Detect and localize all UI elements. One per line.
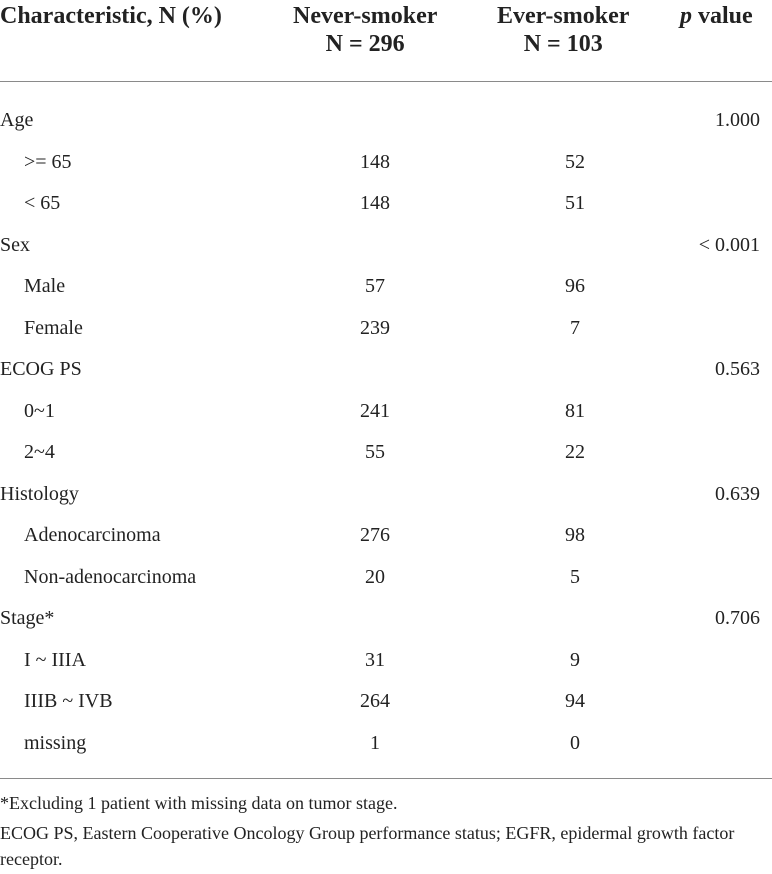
table-row <box>0 349 772 390</box>
cell-never-smoker: 31 <box>365 648 385 671</box>
table-row <box>0 432 772 473</box>
table-row <box>0 557 772 598</box>
table-row <box>0 474 772 515</box>
header-ever-smoker <box>497 2 629 58</box>
header-characteristic: Characteristic, N (%) <box>0 3 222 29</box>
cell-ever-smoker: 96 <box>565 275 585 297</box>
cell-p-value: 1.000 <box>715 109 760 131</box>
cell-never-smoker: 57 <box>365 275 385 297</box>
header-ever-smoker-title: Ever-smoker <box>497 3 630 29</box>
cell-ever-smoker: 22 <box>565 441 585 463</box>
table-row <box>0 100 772 141</box>
row-label: Sex <box>0 233 30 256</box>
row-label: Age <box>0 109 34 131</box>
cell-never-smoker: 55 <box>365 441 385 463</box>
row-label: Stage* <box>0 607 55 629</box>
header-never-smoker-count: N = 296 <box>325 31 405 57</box>
row-label: Adenocarcinoma <box>24 524 161 546</box>
cell-never-smoker: 20 <box>365 565 385 588</box>
footnote-stage: *Excluding 1 patient with missing data on tumor stage. <box>0 793 398 813</box>
cell-never-smoker: 264 <box>360 690 390 712</box>
cell-ever-smoker: 52 <box>565 150 585 173</box>
row-label: IIIB ~ IVB <box>24 690 113 712</box>
table-row <box>0 266 772 307</box>
cell-ever-smoker: 5 <box>570 565 580 588</box>
cell-never-smoker: 148 <box>360 192 390 214</box>
row-label: >= 65 <box>24 150 72 173</box>
cell-ever-smoker: 7 <box>570 316 580 339</box>
table-row <box>0 723 772 764</box>
cell-ever-smoker: 51 <box>565 192 585 214</box>
cell-ever-smoker: 0 <box>570 731 580 754</box>
row-label: 0~1 <box>24 399 55 422</box>
table-row <box>0 183 772 224</box>
header-p-value <box>680 2 753 30</box>
cell-ever-smoker: 9 <box>570 648 580 671</box>
cell-ever-smoker: 94 <box>565 690 585 712</box>
table-row <box>0 681 772 722</box>
cell-ever-smoker: 81 <box>565 399 585 422</box>
cell-never-smoker: 1 <box>370 731 380 754</box>
header-ever-smoker-count: N = 103 <box>523 31 603 57</box>
header-never-smoker-title: Never-smoker <box>293 3 438 29</box>
table-row <box>0 515 772 556</box>
table-row <box>0 640 772 681</box>
table-row <box>0 391 772 432</box>
table-row <box>0 225 772 266</box>
cell-never-smoker: 148 <box>360 150 390 173</box>
header-p-italic: p <box>680 3 692 29</box>
table-row <box>0 308 772 349</box>
row-label: Male <box>24 275 66 297</box>
row-label: Histology <box>0 482 79 505</box>
cell-never-smoker: 241 <box>360 399 390 422</box>
cell-p-value: 0.706 <box>715 607 760 629</box>
footnote-abbreviations: ECOG PS, Eastern Cooperative Oncology Group performance status; EGFR, epidermal growth factor receptor. <box>0 823 735 869</box>
cell-p-value: 0.563 <box>715 358 760 380</box>
table-row <box>0 598 772 639</box>
row-label: Female <box>24 316 83 339</box>
row-label: missing <box>24 731 87 754</box>
cell-p-value: < 0.001 <box>698 233 760 256</box>
cell-ever-smoker: 98 <box>565 524 585 546</box>
row-label: 2~4 <box>24 441 55 463</box>
cell-never-smoker: 276 <box>360 524 390 546</box>
cell-p-value: 0.639 <box>715 482 760 505</box>
cell-never-smoker: 239 <box>360 316 390 339</box>
row-label: < 65 <box>24 192 61 214</box>
header-divider <box>0 81 772 82</box>
header-p-rest: value <box>692 3 753 29</box>
footer-divider <box>0 778 772 779</box>
row-label: Non-adenocarcinoma <box>24 565 197 588</box>
header-never-smoker <box>293 2 437 58</box>
row-label: ECOG PS <box>0 358 82 380</box>
table-row <box>0 142 772 183</box>
row-label: I ~ IIIA <box>24 648 86 671</box>
